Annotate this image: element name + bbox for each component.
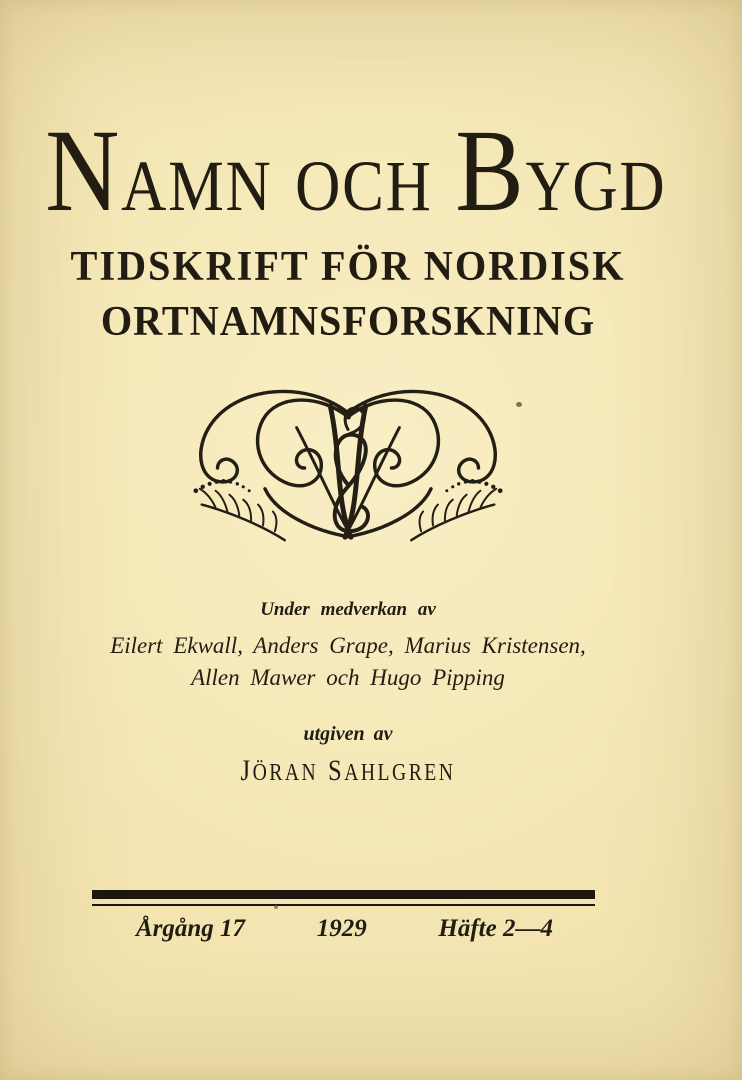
volume-label: Årgång 17 [136, 915, 246, 942]
title-initial-b: B [455, 105, 526, 236]
journal-subtitle-line1: TIDSKRIFT FÖR NORDISK [70, 244, 626, 290]
title-word3-rest: YGD [525, 146, 667, 226]
year-label: 1929 [316, 915, 367, 942]
title-word1-rest: AMN [121, 146, 273, 226]
editor-first-initial: J [240, 754, 253, 787]
editor-first-rest: ÖRAN [252, 760, 319, 786]
publisher-heading: utgiven av [303, 723, 393, 745]
journal-subtitle-line2: ORTNAMNSFORSKNING [100, 299, 596, 345]
title-initial-n: N [45, 105, 122, 236]
divider-rule-thick [92, 890, 595, 899]
contributors-heading: Under medverkan av [260, 599, 436, 620]
divider-rule-thin [92, 904, 595, 906]
contributors-line1: Eilert Ekwall, Anders Grape, Marius Kristensen, [110, 633, 586, 658]
nb-monogram-flourish-icon [178, 386, 518, 554]
paper-speck [516, 402, 522, 407]
issue-line [92, 914, 595, 944]
editor-name [63, 756, 634, 786]
journal-title [45, 105, 667, 236]
editor-last-rest: AHLGREN [344, 760, 456, 786]
issue-number-label: Häfte 2—4 [438, 915, 553, 942]
paper-speck [274, 905, 278, 909]
contributors-line2: Allen Mawer och Hugo Pipping [191, 665, 505, 690]
title-word2: OCH [295, 146, 433, 226]
editor-last-initial: S [328, 754, 345, 787]
